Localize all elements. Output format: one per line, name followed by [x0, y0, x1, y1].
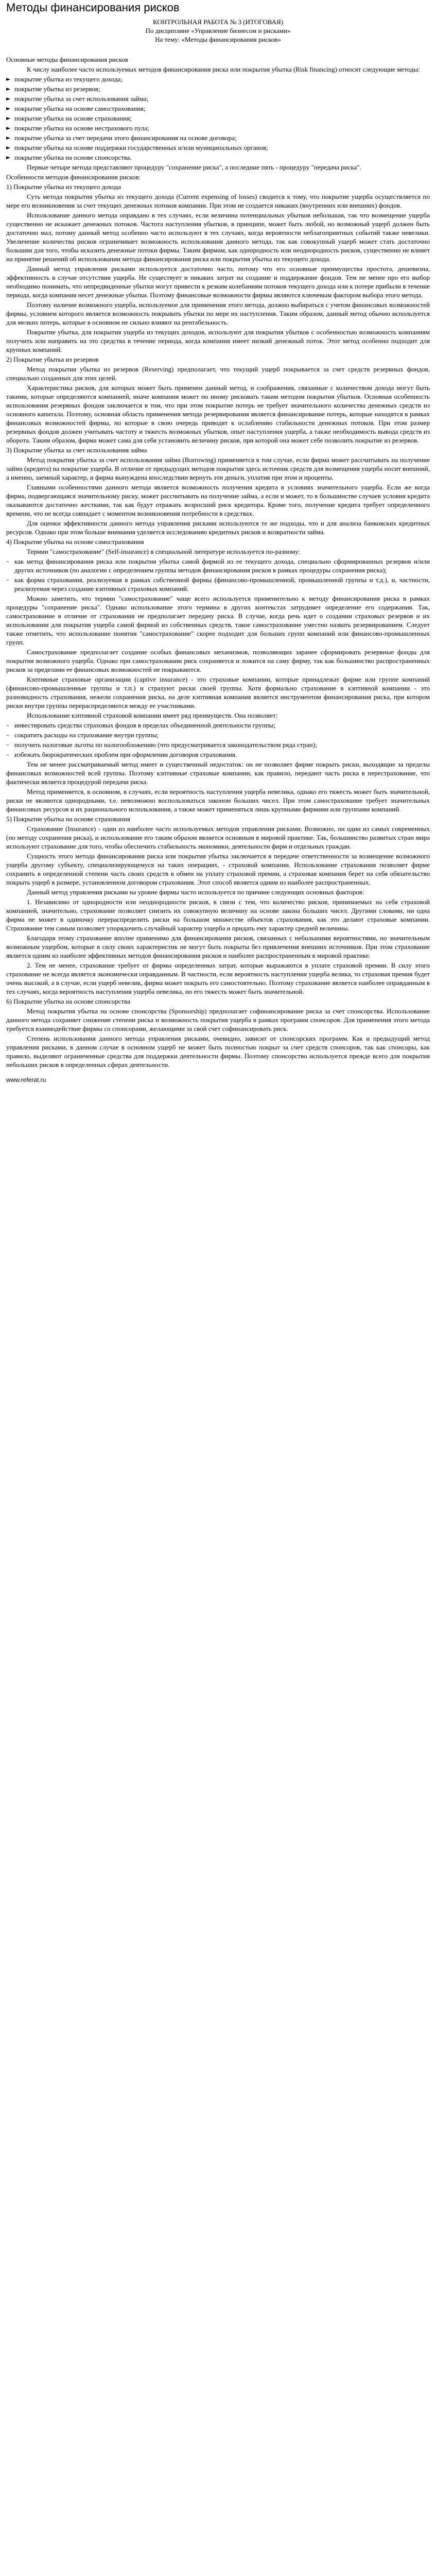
document-page — [0, 0, 436, 1095]
list-item-text: покрытие убытка на основе страхования; — [14, 114, 132, 122]
list-item — [6, 731, 430, 739]
list-item — [6, 143, 430, 152]
list-item — [6, 133, 430, 142]
arrow-bullet-icon: ► — [6, 76, 11, 82]
list-item-text: сократить расходы на страхование внутри группы; — [14, 731, 159, 739]
paragraph: Использование кэптивной страховой компании имеет ряд преимуществ. Она позволяет: — [27, 711, 278, 719]
paragraph: Характеристика рисков, для которых может быть применен данный метод, и соображения, связанные с количеством дохода могут быть такими, которые определяются компанией, иначе компания может по иному рисковать таким методом покрытия убытков. Основная особенность использования резервных фондов заключается в том, что при этом покрытие потерь не требует значительного количества денежных средств из основного капитала. Поэтому, основная область применения метода резервирования является финансирование потерь, которые находятся в рамках финансовых возможностей фирмы, но которые в свою очередь приводят к ослаблению стабильности денежных потоков. При этом размер резервных фондов должен учитывать частоту и тяжесть возможных убытков, опыт наступления ущерба, а также необходимость вывода средств из оборота. Таким образом, фирма может сама для себя установить величину рисков, при которой она может себе позволить покрытие из резервов. — [6, 384, 430, 444]
list-item — [6, 84, 430, 93]
dash-bullet-icon: – — [6, 577, 9, 583]
arrow-bullet-icon: ► — [6, 154, 11, 161]
methods-list — [6, 75, 430, 162]
list-item — [6, 557, 430, 574]
list-item-text: покрытие убытка на основе нестрахового пула; — [14, 124, 149, 132]
section-heading: 2) Покрытие убытка из резервов — [6, 355, 99, 363]
section-heading: 4) Покрытие убытка на основе самострахования — [6, 538, 144, 546]
paragraph: Суть метода покрытия убытка из текущего дохода (Current expensing of losses) сводится к тому, что покрытие ущерба осуществляется по мере его возникновения за счет текущих денежных потоков компании. При этом не создается никаких (внутренних или внешних) фондов. — [6, 193, 430, 209]
arrow-bullet-icon: ► — [6, 86, 11, 92]
list-item-text: покрытие убытка за счет использования займа; — [14, 95, 149, 103]
work-header-line-3: На тему: «Методы финансирования рисков» — [155, 36, 281, 43]
list-item — [6, 750, 430, 759]
paragraph: Самострахование предполагает создание особых финансовых механизмов, позволяющих заранее сформировать резервные фонды для покрытия возможного ущерба. Однако при самостраховании риск сохраняется и ложится на саму фирму, так как большинство распространенных рисков за пределами ее финансовых возможностей не покрываются. — [6, 648, 430, 673]
arrow-bullet-icon: ► — [6, 134, 11, 141]
paragraph: Кэптивные страховые организации (captive insurance) - это страховые компании, которые принадлежат фирме или группе компаний (финансово-промышленные группы и т.п.) и страхуют риски своей группы. Хотя формально страхование в кэптивной компании - это разновидность страхования, нежели сохранения риска, на деле кэптивная компания является инструментом финансирования риска, при котором риски внутри группы перераспределяются между ее участниками. — [6, 675, 430, 709]
list-item — [6, 114, 430, 123]
paragraph: 1. Независимо от однородности или неоднородности рисков, в связи с тем, что количество рисков, принимаемых на себя страховой компанией, значительно, страхование позволяет снизить их совокупную величину на основе закона больших чисел. Другими словами, ни одна фирма не может в одиночку перераспределить риски на большом множестве объектов страхования, как это делают страховые компании. Страхование тем самым позволяет упорядочить случайный характер ущерба и придать ему характер средней величины. — [6, 898, 430, 932]
list-item-text: покрытие убытка из резервов; — [14, 85, 100, 93]
list-item-text: покрытие убытка на основе поддержки государственных и/или муниципальных органов; — [14, 144, 268, 151]
list-item-text: получить налоговые льготы по налогообложению (что предусматривается законодательством ряда стран); — [14, 741, 317, 749]
paragraph: Главными особенностями данного метода является возможность получения кредита в условиях значительного ущерба. Если же когда фирма, подвергающаяся значительному риску, может рассчитывать на получение займа, а если и может, то в большинстве случаев условия кредита оказываются достаточно жесткими, так как будут отражать возросший риск кредитора. Кроме того, получение кредита требует определенного времени, что не всегда совпадает с моментом возникновения потребности в средствах. — [6, 483, 430, 517]
paragraph: Данный метод управления рисками используется достаточно часто, потому что его основные преимущества простота, дешевизна, эффективность в случае отсутствия ущерба. Не существует и никаких затрат на создание и поддержание фондов. Тем не менее про его выбор необходимо понимать, что непредвиденные убытки могут привести к резким колебаниям потоков текущего дохода или к потере прибыли в течение периода, когда компания несет денежные убытки. Поэтому финансовые возможности фирмы являются ключевым фактором выбора этого метода. — [6, 265, 430, 299]
section-heading: 3) Покрытие убытка за счет использования займа — [6, 446, 147, 454]
list-item — [6, 104, 430, 113]
paragraph: Метод применяется, в основном, в случаях, если вероятность наступления ущерба невелика, однако его тяжесть может быть значительной, риски не являются однородными, т.е. невозможно воспользоваться законом больших чисел. При этом самострахование требует значительных финансовых ресурсов и их рационального использования, а также может применяться лишь крупными фирмами или группами компаний. — [6, 788, 430, 813]
dash-bullet-icon: – — [6, 741, 9, 748]
list-item-text: инвестировать средства страховых фондов в пределах объединенной деятельности группы; — [14, 721, 276, 729]
paragraph: Степень использования данного метода управления рисками, очевидно, зависит от спонсорских программ. Как и предыдущий метод управления рисками, в данном случае в основном ущерб не может быть полностью покрыт за счет средств спонсоров, так как спонсоры, как правило, выделяют ограниченные средства для поддержки деятельности фирмы. Поэтому спонсорство используется прежде всего для покрытия небольших рисков в определенных сферах деятельности. — [6, 1035, 430, 1069]
work-header — [6, 18, 430, 44]
paragraph: Страхование (Insurance) - один из наиболее часто используемых методов управления рисками. Возможно, он один из самых современных (по методу сохранения риска), и использование его таким образом является основным в мировой практике. Так, большинство развитых стран мира используют страхование для того, чтобы обеспечить стабильность экономики, деятельности фирм и отдельных граждан. — [6, 825, 430, 850]
arrow-bullet-icon: ► — [6, 105, 11, 112]
arrow-bullet-icon: ► — [6, 144, 11, 151]
features-heading: Особенности методов финансирования рисков: — [6, 173, 141, 181]
list-item-text: покрытие убытка на основе самострахования; — [14, 105, 146, 112]
list-item — [6, 153, 430, 162]
section-heading: 1) Покрытие убытка из текущего дохода — [6, 183, 121, 191]
list-item-text: покрытие убытка из текущего дохода; — [14, 75, 123, 83]
dash-bullet-icon: – — [6, 558, 9, 565]
paragraph: Для оценки эффективности данного метода управления рисками используются те же подходы, что и для анализа банковских кредитных ресурсов. Однако при этом больше внимания уделяется исследованию кредитных рисков и возвратности займа. — [6, 519, 430, 536]
work-header-line-2: По дисциплине «Управление бизнесом и рисками» — [145, 27, 291, 35]
main-methods-heading: Основные методы финансирования рисков — [6, 56, 128, 63]
paragraph: Метод покрытия убытка на основе спонсорства (Sponsorship) предполагает софинансирование риска за счет спонсорства. Использование данного метода сохраняет снижение степени риска и возможность покрытия ущерба в рамках программ спонсоров. Для применения этого метода требуется взаимодействие фирмы со спонсорами, желающими за свой счет софинансировать риск. — [6, 1007, 430, 1032]
four-methods-paragraph: Первые четыре метода представляют процедуру "сохранение риска", а последние пять - процедуру "передача риска". — [27, 163, 361, 171]
list-item — [6, 575, 430, 593]
paragraph: Можно заметить, что термин "самострахование" чаще всего используется применительно к методу финансирования риска в рамках процедуры "сохранение риска". Однако использование этого термина в других контекстах затрудняет определение его содержания. Так, самострахование в отличие от страхования не предполагает передачу риска. В случае, когда речь идет о создании страховых резервов и их использовании для покрытия ущерба самой фирмой из собственных средств, такое самострахование уместно назвать резервированием. Следует также отметить, что использование понятия "самострахование" скорее подходит для больших групп компаний или финансово-промышленных групп. — [6, 595, 430, 646]
list-item — [6, 740, 430, 749]
list-item-text: как метод финансирования риска или покрытия убытка самой фирмой из ее текущего дохода, специально сформированных резервов и/или других источников (по аналогии с определением группы методов финансирования рисков в рамках процедуры сохранения риска); — [14, 557, 430, 574]
arrow-bullet-icon: ► — [6, 115, 11, 122]
intro-paragraph: К числу наиболее часто используемых методов финансирования риска или покрытия убытка (Risk financing) относят следующие методы: — [27, 65, 420, 73]
paragraph: Благодаря этому страхование вполне применимо для финансирования рисков, связанных с небольшими вероятностями, но значительным возможным ущербом, которые в силу своих характеристик не могут быть покрыты без привлечения внешних источников. При этом страхование является одним из наиболее эффективных методов финансирования рисков и наиболее распространенным в мировой практике. — [6, 934, 430, 959]
section-heading: 5) Покрытие убытка на основе страхования — [6, 815, 130, 823]
dash-bullet-icon: – — [6, 732, 9, 738]
document-body — [6, 18, 430, 1069]
paragraph: 2. Тем не менее, страхование требует от фирмы определенных затрат, которые выражаются в уплате страховой премии. В силу этого страхование не всегда является экономически оправданным. В частности, если вероятность наступления ущерба велика, то страховая премия будет очень высокой, а в случае, если ущерб невелик, фирма может покрыть его самостоятельно. Поэтому страхование является наиболее оправданным в тех случаях, когда вероятность наступления ущерба невелика, но его тяжесть может быть значительной. — [6, 961, 430, 995]
paragraph: Использование данного метода оправдано в тех случаях, если величина потенциальных убытков небольшая, так что возмещение ущерба существенно не искажает денежных потоков. Частота наступления убытков, в принципе, может быть любой, но возможный ущерб должен быть достаточно мал, потому данный метод особенно часто используют в тех случаях, когда вероятности неблагоприятных событий также невелики. Увеличение количества рисков ограничивает возможность использования данного метода, так как совокупный ущерб может стать достаточно большим для того, чтобы исказить денежные потоки фирмы. Таким фирмам, как однородность или неоднородность рисков, существенно не влияет на принятие решений об использовании метода финансирования риска или покрытия убытка из текущего дохода. — [6, 211, 430, 263]
arrow-bullet-icon: ► — [6, 95, 11, 102]
paragraph: Термин "самострахование" (Self-insurance) в специальной литературе используется по-разному: — [27, 548, 301, 555]
list-item — [6, 94, 430, 103]
paragraph: Метод покрытия убытка из резервов (Reserving) предполагает, что текущий ущерб покрывается за счет средств резервных фондов, специально созданных для этих целей. — [6, 365, 430, 382]
list-item-text: избежать бюрократических проблем при оформлении договоров страхования. — [14, 751, 237, 758]
list-item — [6, 124, 430, 132]
paragraph: Поэтому наличие возможного ущерба, используемое для применения этого метода, должно выбираться с учетом финансовых возможностей фирмы, условием которого является возможность покрывать убытки по мере их наступления. Таким образом, данный метод обычно используется для мелких потерь, которые в основном не сильно влияют на рентабельность. — [6, 301, 430, 326]
work-header-line-1: КОНТРОЛЬНАЯ РАБОТА № 3 (ИТОГОВАЯ) — [153, 18, 283, 26]
paragraph: Покрытие убытка, для покрытия ущерба из текущих доходов, используют для покрытия убытков с особенностью возможность компаниям получить или направить на это средства в течение периода, когда компания имеет низкий денежный поток. Этот метод особенно подходит для крупных компаний. — [6, 328, 430, 353]
referat-site-link[interactable]: www.referat.ru — [6, 1076, 46, 1083]
list-item — [6, 75, 430, 83]
arrow-bullet-icon: ► — [6, 125, 11, 131]
paragraph: Метод покрытия убытка за счет использования займа (Borrowing) применяется в том случае, если фирма может рассчитывать на получение займа (кредита) на покрытие ущерба. В отличие от предыдущих методов покрытия здесь источник средств для возмещения ущерба носит внешний, а именно, заемный характер, и фирма вынуждена впоследствии вернуть эти деньги, уплатив при этом и проценты. — [6, 456, 430, 481]
list-item-text: покрытие убытка за счет передачи этого финансирования на основе договора; — [14, 134, 237, 142]
dash-bullet-icon: – — [6, 751, 9, 758]
list-item-text: покрытие убытка на основе спонсорства. — [14, 154, 132, 161]
paragraph: Сущность этого метода финансирования риска или покрытия убытка заключается в передаче ответственности за возмещение возможного ущерба другому субъекту, специализирующемуся на таких операциях, - страховой компании. Использование страхования позволяет фирме сохранить в определенной степени часть своих средств в обмен на уплату страховой премии, а страховая компания берет на себя обязательство покрыть ущерб в размере, установленном договором страхования. Этот способ является одним из наиболее распространенных. — [6, 852, 430, 886]
section-heading: 6) Покрытие убытка на основе спонсорства — [6, 997, 130, 1005]
list-item-text: как форма страхования, реализуемая в рамках собственной фирмы (финансово-промышленной, промышленной группы и т.д.), и, частности, реализуемая через создание кэптивных страховых компаний. — [14, 576, 430, 592]
document-title: Методы финансирования рисков — [6, 1, 180, 14]
dash-bullet-icon: – — [6, 722, 9, 728]
list-item — [6, 721, 430, 730]
paragraph: Тем не менее рассматриваемый метод имеет и существенный недостаток: он не позволяет фирме покрыть риски, выходящие за пределы финансовых возможностей всей группы. Поэтому кэптивные страховые компании, как правило, передают часть риска в перестрахование, что фактически является процедурой передачи риска. — [6, 760, 430, 786]
paragraph: Данный метод управления рисками на уровне фирмы часто используется по причине следующих основных факторов: — [27, 888, 364, 896]
